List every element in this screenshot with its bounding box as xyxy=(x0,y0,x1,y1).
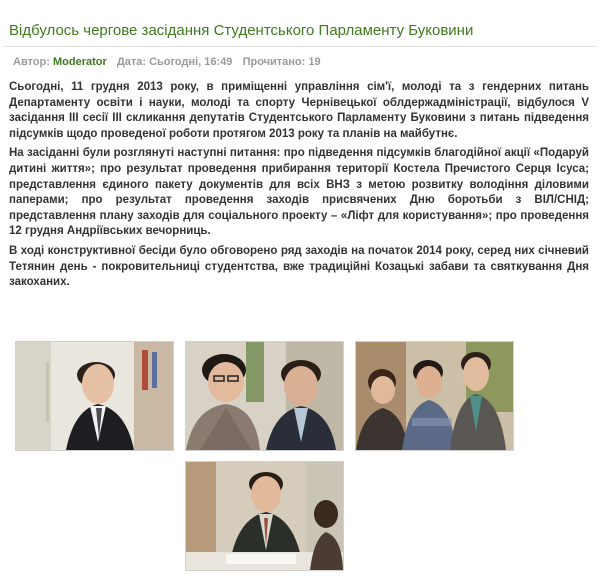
views-count: 19 xyxy=(308,56,321,68)
photo-3[interactable] xyxy=(355,341,514,451)
author-link[interactable]: Moderator xyxy=(52,56,107,68)
article-paragraph-1: Сьогодні, 11 грудня 2013 року, в приміщенні управління сім'ї, молоді та з гендерних питань Департаменту освіти і науки, молоді та спорту Чернівецької облдержадміністрації, відбулося V засідання III сесії III скликання депутатів Студентського Парламенту Буковини з питань підведення підсумків щодо проведеної роботи протягом 2013 року та планів на майбутнє. xyxy=(9,81,589,140)
article-paragraph-3: В ході конструктивної бесіди було обговорено ряд заходів на початок 2014 року, серед них січневий Тетянин день - покровительниці студентства, вже традиційні Козацькі забави та святкування Дня закоханих. xyxy=(9,244,589,289)
views-label: Прочитано: xyxy=(242,56,306,68)
date-value: Сьогодні, 16:49 xyxy=(149,56,233,68)
article-meta xyxy=(13,55,593,69)
article-paragraph-2: На засіданні були розглянуті наступні питання: про підведення підсумків благодійної акції «Подаруй дитині життя»; про результат проведення прибирання території Костела Пречистого Серця Ісуса; представлення єдиного пакету документів для всіх ВНЗ з метою розвитку володіння діловими паперами; про результат проведення заходів присвячених Дню боротьби з ВІЛ/СНІД; представлення плану заходів для соціального проекту – «Ліфт для користування»; про проведення 12 грудня Андріївських вечорниць. xyxy=(9,147,589,238)
photo-2[interactable] xyxy=(185,341,344,451)
title-divider xyxy=(4,46,596,47)
author-label: Автор: xyxy=(13,56,50,68)
photo-4[interactable] xyxy=(185,461,344,571)
photo-1[interactable] xyxy=(15,341,174,451)
date-label: Дата: xyxy=(116,56,146,68)
article-title[interactable]: Відбулось чергове засідання Студентського Парламенту Буковини xyxy=(9,22,474,39)
article-body xyxy=(9,80,589,295)
